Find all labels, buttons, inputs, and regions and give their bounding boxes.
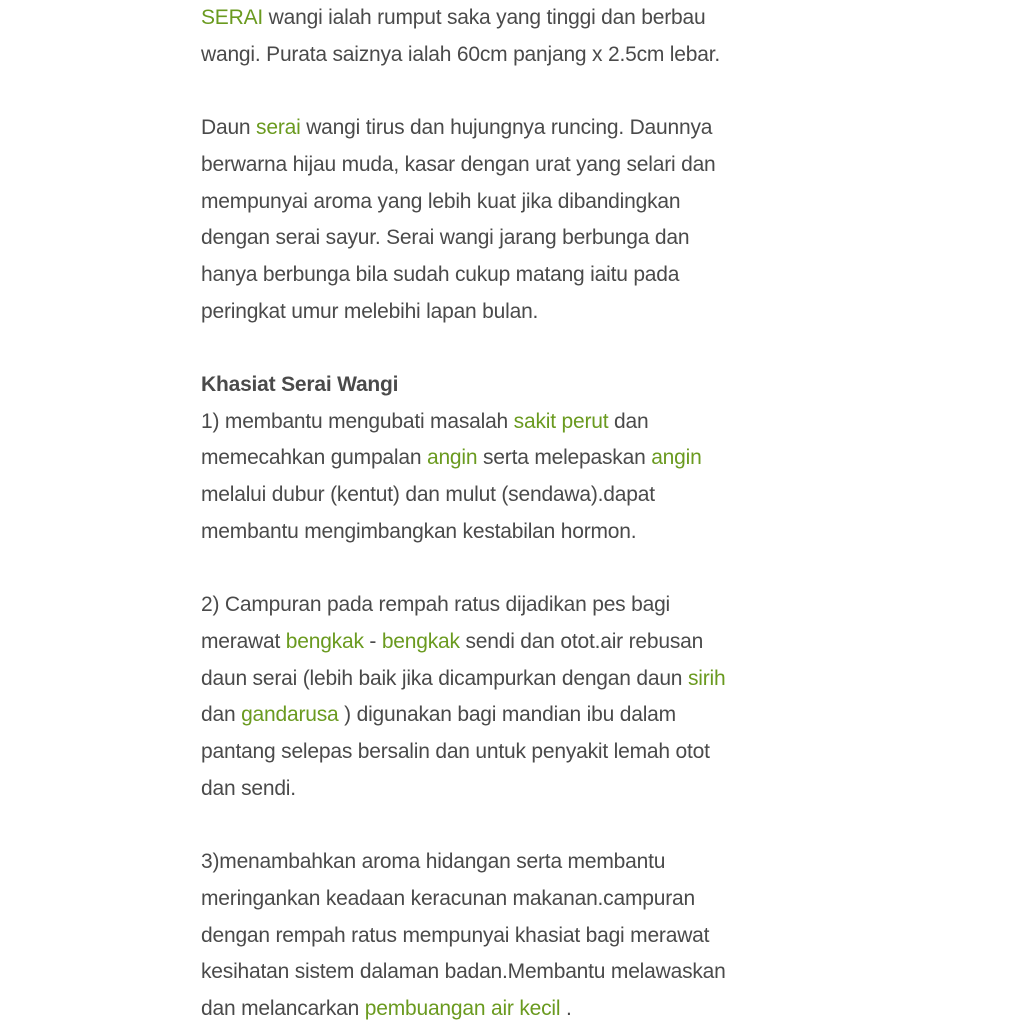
text: dengan rempah ratus mempunyai khasiat bagi merawat bbox=[201, 923, 710, 947]
keyword-link-bengkak[interactable]: bengkak bbox=[381, 629, 460, 653]
text: melalui dubur (kentut) dan mulut (sendawa).dapat bbox=[201, 483, 655, 507]
text: . bbox=[560, 996, 572, 1020]
text: dan bbox=[201, 703, 242, 727]
keyword-link-sirih[interactable]: sirih bbox=[687, 666, 726, 690]
paragraph-intro bbox=[201, 0, 821, 73]
spacer bbox=[201, 73, 821, 110]
text: merawat bbox=[201, 629, 286, 653]
spacer bbox=[201, 807, 821, 844]
text: 1) membantu mengubati masalah bbox=[201, 409, 514, 433]
benefit-item-2 bbox=[201, 587, 821, 807]
text: - bbox=[363, 629, 382, 653]
benefit-item-1 bbox=[201, 404, 821, 551]
text: 3)menambahkan aroma hidangan serta membantu bbox=[201, 850, 666, 874]
text: dengan serai sayur. Serai wangi jarang berbunga dan bbox=[201, 226, 690, 250]
text: memecahkan gumpalan bbox=[201, 446, 427, 470]
text: sendi dan otot.air rebusan bbox=[459, 629, 704, 653]
keyword-link-serai[interactable]: serai bbox=[256, 116, 301, 140]
keyword-link-gandarusa[interactable]: gandarusa bbox=[241, 703, 339, 727]
text: wangi tirus dan hujungnya runcing. Daunnya bbox=[300, 116, 713, 140]
text: membantu mengimbangkan kestabilan hormon. bbox=[201, 519, 637, 543]
keyword-link-angin[interactable]: angin bbox=[651, 446, 702, 470]
section-heading: Khasiat Serai Wangi bbox=[201, 373, 399, 396]
keyword-link-bengkak[interactable]: bengkak bbox=[285, 629, 364, 653]
text: ) digunakan bagi mandian ibu dalam bbox=[338, 703, 676, 727]
text: berwarna hijau muda, kasar dengan urat yang selari dan bbox=[201, 152, 716, 176]
text: wangi. Purata saiznya ialah 60cm panjang x 2.5cm lebar. bbox=[201, 42, 720, 66]
text: Daun bbox=[201, 116, 257, 140]
text: dan melancarkan bbox=[201, 996, 365, 1020]
paragraph-description bbox=[201, 110, 821, 330]
text: dan bbox=[608, 409, 649, 433]
article-body bbox=[201, 0, 821, 1028]
keyword-link-pembuangan-air-kecil[interactable]: pembuangan air kecil bbox=[364, 996, 561, 1020]
text: wangi ialah rumput saka yang tinggi dan berbau bbox=[263, 6, 706, 29]
text: dan sendi. bbox=[201, 776, 296, 800]
text: kesihatan sistem dalaman badan.Membantu melawaskan bbox=[201, 960, 726, 984]
spacer bbox=[201, 330, 821, 367]
keyword-link-sakit-perut[interactable]: sakit perut bbox=[513, 409, 609, 433]
text: peringkat umur melebihi lapan bulan. bbox=[201, 299, 539, 323]
text: hanya berbunga bila sudah cukup matang iaitu pada bbox=[201, 262, 680, 286]
keyword-link-serai[interactable]: SERAI bbox=[201, 6, 264, 29]
text: serta melepaskan bbox=[477, 446, 652, 470]
text: pantang selepas bersalin dan untuk penyakit lemah otot bbox=[201, 740, 710, 764]
benefit-item-3 bbox=[201, 844, 821, 1028]
keyword-link-angin[interactable]: angin bbox=[426, 446, 478, 470]
spacer bbox=[201, 551, 821, 588]
text: daun serai (lebih baik jika dicampurkan dengan daun bbox=[201, 666, 688, 690]
text: meringankan keadaan keracunan makanan.campuran bbox=[201, 886, 695, 910]
text: 2) Campuran pada rempah ratus dijadikan pes bagi bbox=[201, 593, 671, 617]
text: mempunyai aroma yang lebih kuat jika dibandingkan bbox=[201, 189, 681, 213]
